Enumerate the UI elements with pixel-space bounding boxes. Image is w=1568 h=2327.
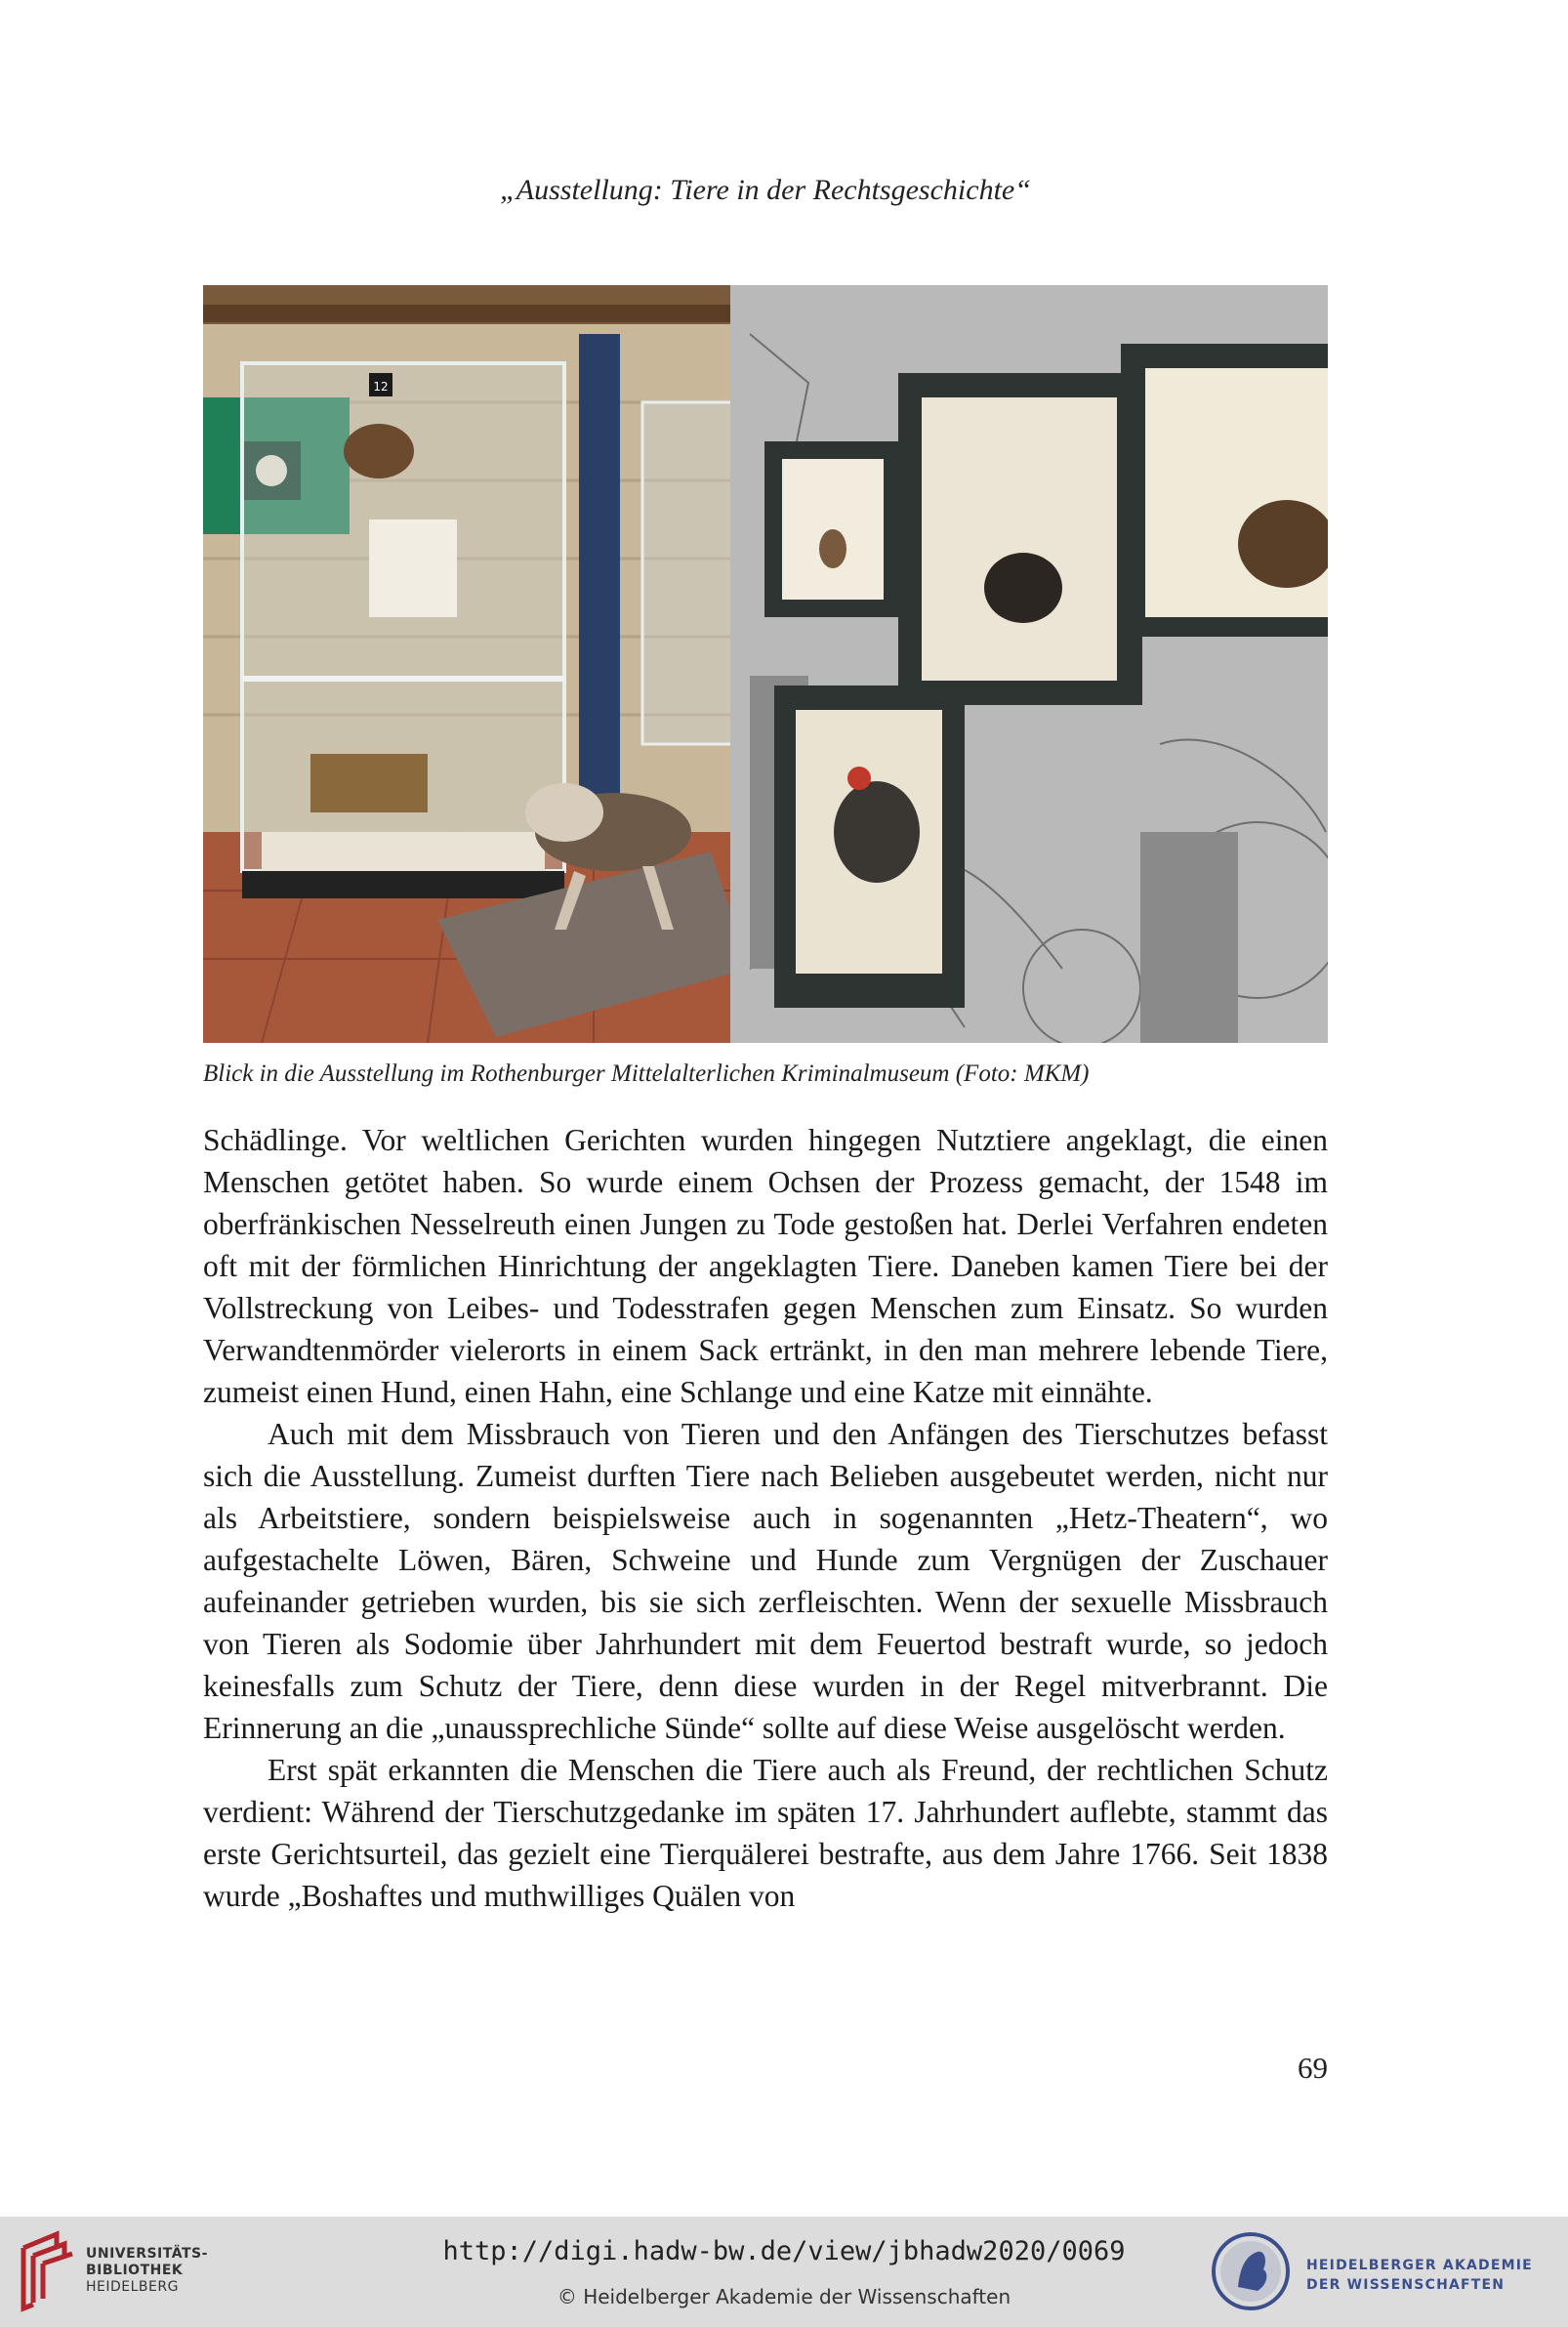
ub-line-3: HEIDELBERG (86, 2279, 179, 2295)
paragraph-1: Schädlinge. Vor weltlichen Gerichten wurden hingegen Nutztiere angeklagt, die einen Menschen getötet haben. So wurde einem Ochsen der Prozess gemacht, der 1548 im oberfränkischen Nesselreuth einen Jungen zu Tode gestoßen hat. Derlei Verfahren endeten oft mit der förmlichen Hinrichtung der angeklagten Tiere. Daneben kamen Tiere bei der Vollstreckung von Leibes- und Todesstrafen gegen Menschen zum Einsatz. So wurden Verwandtenmörder vielerorts in einem Sack ertränkt, in den man mehrere lebende Tiere, zumeist einen Hund, einen Hahn, eine Schlange und eine Katze mit einnähte. (203, 1123, 1328, 1409)
paragraph-3: Erst spät erkannten die Menschen die Tiere auch als Freund, der rechtlichen Schutz verdient: Während der Tierschutzgedanke im späten 17. Jahrhundert auflebte, stammt das erste Gerichtsurteil, das gezielt eine Tierquälerei bestrafte, aus dem Jahre 1766. Seit 1838 wurde „Boshaftes und muthwilliges Quälen von (203, 1753, 1328, 1913)
academy-line-1: HEIDELBERGER AKADEMIE (1306, 2258, 1533, 2273)
exhibition-photo (203, 285, 1328, 1043)
figure-caption: Blick in die Ausstellung im Rothenburger Mittelalterlichen Kriminalmuseum (Foto: MKM) (203, 1060, 1090, 1087)
ub-line-2: BIBLIOTHEK (86, 2263, 184, 2278)
paragraph-2: Auch mit dem Missbrauch von Tieren und den Anfängen des Tierschutzes befasst sich die Ausstellung. Zumeist durften Tiere nach Belieben ausgebeutet werden, nicht nur als Arbeitstiere, sondern beispielsweise auch in sogenannten „Hetz-Theatern“, wo aufgestachelte Löwen, Bären, Schweine und Hunde zum Vergnügen der Zuschauer aufeinander getrieben wurden, bis sie sich zerfleischten. Wenn der sexuelle Missbrauch von Tieren als Sodomie über Jahrhundert mit dem Feuertod bestraft wurde, so jedoch keinesfalls zum Schutz der Tiere, denn diese wurden in der Regel mitverbrannt. Die Erinnerung an die „unaussprechliche Sünde“ sollte auf diese Weise ausgelöscht werden. (203, 1417, 1328, 1745)
ub-line-1: UNIVERSITÄTS- (86, 2246, 208, 2262)
academy-seal-icon[interactable] (1211, 2228, 1291, 2314)
academy-line-2: DER WISSENSCHAFTEN (1306, 2277, 1506, 2293)
running-head: „Ausstellung: Tiere in der Rechtsgeschichte“ (500, 174, 1031, 206)
case-number-label: 12 (373, 380, 389, 394)
page-number: 69 (1298, 2051, 1328, 2085)
academy-name[interactable] (1306, 2256, 1533, 2295)
footer-bar (0, 2217, 1568, 2327)
document-url-link[interactable]: http://digi.hadw-bw.de/view/jbhadw2020/0069 (442, 2236, 1126, 2266)
copyright-notice: © Heidelberger Akademie der Wissenschaften (557, 2285, 1011, 2308)
body-text (203, 1119, 1328, 1917)
